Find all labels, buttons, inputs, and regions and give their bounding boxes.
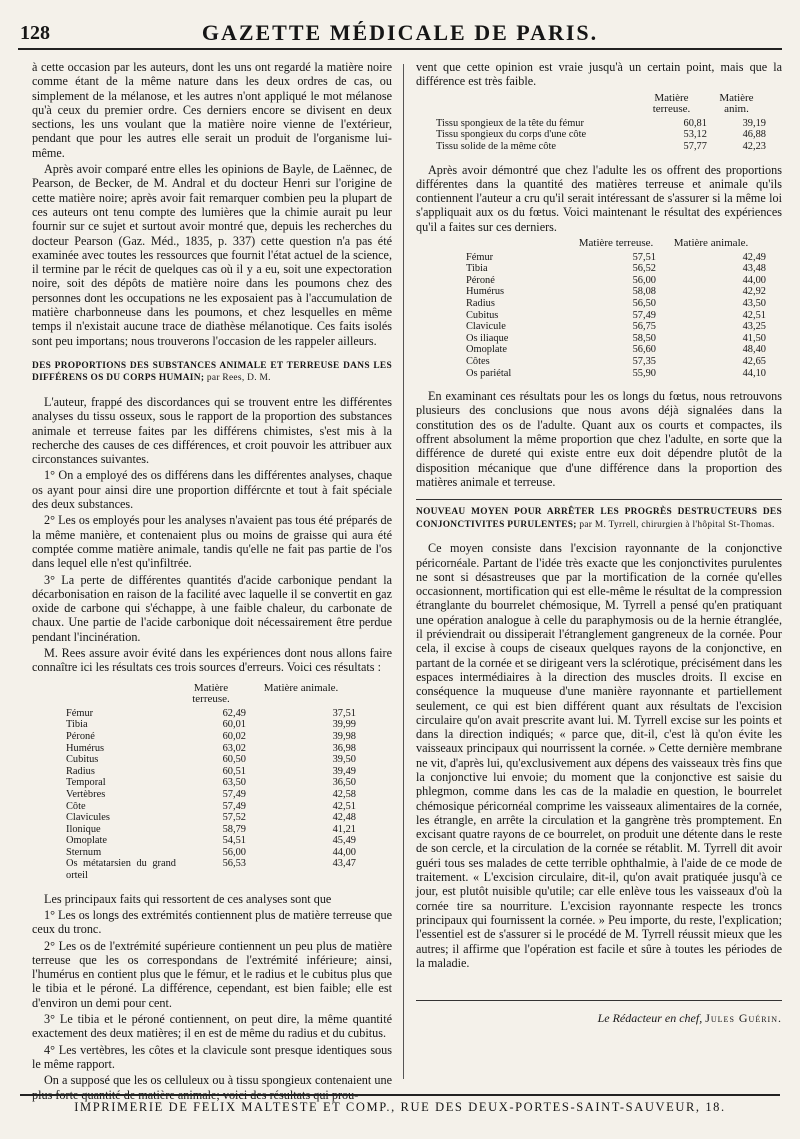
paragraph: 1° Les os longs des extrémités contiennent plus de matière terreuse que ceux du tronc. — [32, 907, 392, 937]
animal-matter-value: 42,23 — [742, 140, 766, 152]
animal-matter-value: 42,58 — [332, 788, 356, 800]
right-column — [416, 60, 782, 1090]
bone-name: Cubitus — [66, 754, 99, 766]
bone-name: Clavicules — [66, 812, 110, 824]
animal-matter-value: 43,47 — [332, 858, 356, 870]
table-row — [66, 777, 356, 789]
earthy-matter-value: 62,49 — [222, 707, 246, 719]
animal-matter-value: 36,50 — [332, 777, 356, 789]
bone-name: Fémur — [466, 251, 494, 263]
table-row — [466, 286, 766, 298]
column-header: Matière animale. — [673, 237, 749, 250]
paragraph: L'auteur, frappé des discordances qui se trouvent entre les différentes analyses du tissu osseux, sous le rapport de la proportion des substances animale et terreuse faites par les différens chimistes, s'est mis à la recherche des causes de ces différences, et croit pouvoir les attribuer aux circonstances suivantes. — [32, 394, 392, 467]
editor-signature — [416, 1000, 782, 1025]
table-row — [66, 824, 356, 836]
bone-name: Péroné — [66, 730, 95, 742]
heading-author: par Rees, D. M. — [206, 373, 271, 384]
earthy-matter-value: 57,52 — [222, 812, 246, 824]
bone-name: Ilonique — [66, 823, 101, 835]
paragraph: En examinant ces résultats pour les os longs du fœtus, nous retrouvons plusieurs des conclusions que nous avons déjà signalées dans la constitution des os de l'adulte. Quant aux os courts et compactes, ils offrent absolument la même proportion que chez l'adulte, en sorte que la différence de dureté qui existe entre eux doit dépendre plutôt de la disposition mécanique que d'une différence dans la proportion des matières animale et terreuse. — [416, 389, 782, 489]
signature-title: Le Rédacteur en chef, — [597, 1011, 703, 1026]
earthy-matter-value: 63,50 — [222, 777, 246, 789]
paragraph: 1° On a employé des os différens dans les différentes analyses, chaque os ayant pour ainsi dire une proportion différcnte et tout à fait spéciale des deux substances. — [32, 468, 392, 512]
bone-name: Humérus — [466, 286, 505, 298]
bone-name: Tibia — [66, 719, 88, 731]
animal-matter-value: 42,65 — [742, 355, 766, 367]
earthy-matter-value: 55,90 — [632, 367, 656, 379]
heading-title: NOUVEAU MOYEN POUR ARRÊTER LES PROGRÈS DESTRUCTEURS DES CONJONCTIVITES PURULENTES; — [416, 507, 782, 530]
table-row — [466, 344, 766, 356]
animal-matter-value: 42,92 — [742, 286, 766, 298]
table-row — [66, 789, 356, 801]
animal-matter-value: 43,50 — [742, 298, 766, 310]
paragraph: à cette occasion par les auteurs, dont les uns ont regardé la matière noire comme étant de la même nature dans les deux ordres de cas, ou simplement de la mélanose, et les autres n'ont appliqué le mot mélanose qu'à ceux du premier ordre. Ces derniers encore se divisent en deux sections, les uns voulant que la matière noire vienne de l'extérieur, pendant que pour les autres elle serait un produit de l'organisme lui-même. — [32, 60, 392, 160]
spongy-tissue-table — [436, 93, 766, 153]
animal-matter-value: 45,49 — [332, 835, 356, 847]
earthy-matter-value: 57,51 — [632, 251, 656, 263]
earthy-matter-value: 57,49 — [632, 309, 656, 321]
table-row — [466, 333, 766, 345]
column-header: Matière terreuse. — [192, 681, 230, 706]
page-header — [18, 14, 782, 50]
earthy-matter-value: 63,02 — [222, 742, 246, 754]
earthy-matter-value: 56,75 — [632, 321, 656, 333]
earthy-matter-value: 57,35 — [632, 355, 656, 367]
paragraph: vent que cette opinion est vraie jusqu'à un certain point, mais que la différence est très faible. — [416, 60, 782, 89]
bone-name: Sternum — [66, 846, 102, 858]
animal-matter-value: 39,98 — [332, 730, 356, 742]
bone-name: Tissu solide de la même côte — [436, 140, 556, 152]
animal-matter-value: 42,48 — [332, 812, 356, 824]
animal-matter-value: 43,25 — [742, 321, 766, 333]
column-header: Matière animale. — [263, 681, 339, 694]
earthy-matter-value: 57,77 — [683, 140, 707, 152]
animal-matter-value: 39,49 — [332, 765, 356, 777]
earthy-matter-value: 60,02 — [222, 730, 246, 742]
table-row — [66, 858, 356, 881]
earthy-matter-value: 56,53 — [222, 858, 246, 870]
table-row — [66, 731, 356, 743]
table-row — [466, 263, 766, 275]
paragraph: 3° La perte de différentes quantités d'acide carbonique pendant la décarbonisation en raison de la facilité avec laquelle il se convertit en gaz oxide de carbone qui s'échappe, à une faible chaleur, du carbonate de chaux. Une partie de l'acide carbonique doit nécessairement être perdue pendant l'incinération. — [32, 572, 392, 644]
animal-matter-value: 39,99 — [332, 719, 356, 731]
earthy-matter-value: 54,51 — [222, 835, 246, 847]
table-row — [66, 801, 356, 813]
paragraph: Après avoir comparé entre elles les opinions de Bayle, de Laënnec, de Pearson, de Becker, de M. Andral et du docteur Henri sur l'origine de cette matière noire; après avoir fait remarquer combien peu la plupart de ces auteurs ont tenu compte des lumières que la chimie aurait pu leur fournir sur ce sujet et surtout avoir montré que, depuis les recherches du docteur Pearson (Gaz. Méd., 1835, p. 337) cette question n'a pas été examinée avec toutes les ressources que fournit l'état actuel de la science, il termine par le récit de quelques cas où il y a eu, soit une expectoration noire, soit des dépôts de matière noire dans les poumons chez des personnes dont les occupations ne les exposaient pas à l'accumulation de matière charbonneuse dans les poumons, et chez lesquelles en même temps il n'existait aucune trace de diathèse mélanotique. Ces faits isolés sont peu importans; nous trouverons l'occasion de les rappeler ailleurs. — [32, 162, 392, 348]
column-header: Matière terreuse. — [578, 237, 654, 250]
left-column — [32, 60, 392, 1102]
table-row — [66, 847, 356, 859]
table-row — [66, 754, 356, 766]
paragraph: Les principaux faits qui ressortent de ces analyses sont que — [44, 891, 332, 906]
earthy-matter-value: 56,00 — [222, 846, 246, 858]
bone-name: Tibia — [466, 263, 488, 275]
heading-title: DES PROPORTIONS DES SUBSTANCES ANIMALE ET TERREUSE DANS LES DIFFÉRENS OS DU CORPS HUMAIN; — [32, 360, 392, 384]
bone-name: Os pariétal — [466, 367, 512, 379]
table-row — [66, 719, 356, 731]
paragraph: Après avoir démontré que chez l'adulte les os offrent des proportions différentes dans la quantité des matières terreuse et animale qu'ils contiennent l'auteur a cru qu'il serait intéressant de s'assurer si la même loi s'appliquait aux os du fœtus. Voici maintenant le résultat des expériences qu'il a faites sur ces derniers. — [416, 162, 782, 234]
article-heading-conjunctivitis — [416, 499, 782, 531]
animal-matter-value: 42,51 — [742, 309, 766, 321]
bone-name: Côtes — [466, 355, 490, 367]
table-row — [466, 368, 766, 380]
adult-bone-table — [66, 683, 356, 882]
bone-name: Vertèbres — [66, 788, 106, 800]
gazette-title: GAZETTE MÉDICALE DE PARIS. — [201, 20, 599, 45]
animal-matter-value: 41,21 — [332, 823, 356, 835]
earthy-matter-value: 57,49 — [222, 800, 246, 812]
table-row — [436, 141, 766, 153]
animal-matter-value: 36,98 — [332, 742, 356, 754]
animal-matter-value: 39,19 — [742, 117, 766, 129]
table-row — [66, 835, 356, 847]
bone-name: Os iliaque — [466, 332, 509, 344]
bone-name: Péroné — [466, 274, 495, 286]
paragraph: On a supposé que les os celluleux ou à tissu spongieux contenaient une plus forte quantité de matière animale; voici des résultats qui prou- — [32, 1073, 392, 1102]
animal-matter-value: 44,00 — [332, 846, 356, 858]
paragraph: 4° Les vertèbres, les côtes et la clavicule sont presque identiques sous le même rapport. — [32, 1042, 392, 1071]
earthy-matter-value: 57,49 — [222, 788, 246, 800]
column-divider — [403, 64, 404, 1079]
animal-matter-value: 41,50 — [742, 332, 766, 344]
animal-matter-value: 37,51 — [332, 707, 356, 719]
animal-matter-value: 44,10 — [742, 367, 766, 379]
bone-name: Omoplate — [466, 344, 507, 356]
bone-name: Clavicule — [466, 321, 506, 333]
table-row — [436, 118, 766, 130]
bone-name: Radius — [466, 298, 495, 310]
table-row — [466, 252, 766, 264]
signature-name: Jules Guérin. — [705, 1011, 782, 1026]
earthy-matter-value: 56,00 — [632, 274, 656, 286]
article-heading-bones — [32, 360, 392, 385]
printer-imprint: IMPRIMERIE DE FELIX MALTESTE ET COMP., RUE DES DEUX-PORTES-SAINT-SAUVEUR, 18. — [20, 1094, 780, 1124]
earthy-matter-value: 56,50 — [632, 298, 656, 310]
earthy-matter-value: 53,12 — [683, 129, 707, 141]
table-row — [66, 766, 356, 778]
earthy-matter-value: 58,79 — [222, 823, 246, 835]
bone-name: Temporal — [66, 777, 106, 789]
earthy-matter-value: 56,52 — [632, 263, 656, 275]
bone-name: Côte — [66, 800, 86, 812]
bone-name: Omoplate — [66, 835, 107, 847]
paragraph: 2° Les os employés pour les analyses n'avaient pas tous été préparés de la même manière, et contenaient plus ou moins de graisse qui aura été comptée comme matière animale, tandis qu'elle ne fait pas partie de l'os dans lequel elle n'est qu'infiltrée. — [32, 513, 392, 571]
table-row — [466, 321, 766, 333]
table-row — [66, 812, 356, 824]
table-row — [66, 743, 356, 755]
paragraph: M. Rees assure avoir évité dans les expériences dont nous allons faire connaître ici les résultats ces trois sources d'erreurs. Voici ces résultats : — [32, 645, 392, 675]
animal-matter-value: 48,40 — [742, 344, 766, 356]
table-row — [436, 129, 766, 141]
paragraph: Ce moyen consiste dans l'excision rayonnante de la conjonctive péricornéale. Partant de l'idée très exacte que les conjonctivites purulentes ne sont si désastreuses que par la mortification de la cornée qu'elles occasionnent, mortification qui est elle-même le résultat de la compression étranglante du bourrelet chémosique, M. Tyrrell a pensé qu'en pratiquant une opération analogue à celle du paraphymosis ou de la hernie étranglée, il préviendrait ou dissiperait l'étranglement gangreneux de la cornée. Pour cela, il excise à coups de ciseaux quelques rayons de la conjonctive, en partant de la cornée et se dirigeant vers la sclérotique, précisément dans les espaces intermédiaires à la direction des muscles droits. Il excise en conséquence la muqueuse d'une manière rayonnante et partiellement seulement, ce qui est bien différent quant aux résultats de l'excision circulaire qu'on avait prescrite avant lui. M. Tyrrell excise sur les points et dans la direction indiqués; « parce que, dit-il, c'est là qu'on évite les vaisseaux principaux qui nourrissent la cornée. » Cette dernière membrane ne vit, d'après lui, qu'exclusivement aux dépens des vaisseaux très fins que la conjonctive lui envoie; du moment que la conjonctive est saisie du phlegmon, comme dans les cas de la maladie en question, le bourrelet chémosique péricornéal comprime les vaisseaux alimentaires de la cornée, les étrangle, en arrête la circulation et la gangrène très promptement. En excisant quatre rayons de ce bourrelet, on produit une détente dans le reste de son cercle, et la circulation de la cornée se rétablit. M. Tyrrell dit avoir guéri tous ses malades de cette terrible ophthalmie, à l'aide de ce mode de traitement. « L'excision circulaire, dit-il, qu'on avait pratiquée jusqu'à ce jour, est plutôt nuisible qu'utile; car elle enlève tous les vaisseaux d'où la cornée tire sa nourriture. L'excision rayonnante respecte les troncs principaux qui fournissent la cornée. » Peu importe, du reste, l'explication; l'essentiel est de s'assurer si le procédé de M. Tyrrell réussit mieux que les autres; il affirme que l'opération est facile et sûre à toutes les périodes de la maladie. — [416, 541, 782, 970]
bone-name: Fémur — [66, 707, 94, 719]
animal-matter-value: 43,48 — [742, 263, 766, 275]
earthy-matter-value: 56,60 — [632, 344, 656, 356]
column-header: Matière terreuse. — [652, 91, 691, 116]
animal-matter-value: 44,00 — [742, 274, 766, 286]
earthy-matter-value: 60,01 — [222, 719, 246, 731]
table-row — [466, 356, 766, 368]
page-number: 128 — [20, 22, 50, 44]
earthy-matter-value: 60,51 — [222, 765, 246, 777]
heading-author: par M. Tyrrell, chirurgien à l'hôpital St-Thomas. — [579, 519, 775, 530]
earthy-matter-value: 58,08 — [632, 286, 656, 298]
bone-name: Os métatarsien du grand orteil — [66, 858, 176, 882]
bone-name: Humérus — [66, 742, 105, 754]
bone-name: Cubitus — [466, 309, 499, 321]
table-row — [466, 275, 766, 287]
fetus-bone-table — [466, 238, 766, 379]
earthy-matter-value: 58,50 — [632, 332, 656, 344]
animal-matter-value: 39,50 — [332, 754, 356, 766]
table-row — [466, 298, 766, 310]
paragraph: 2° Les os de l'extrémité supérieure contiennent un peu plus de matière terreuse que les os correspondans de l'extrémité inférieure; ainsi, l'humérus en contient plus que le fémur, et le radius et le cubitus plus que le tibia et le péroné. La différence, cependant, est bien faible; elle est d'environ un demi pour cent. — [32, 938, 392, 1010]
bone-name: Radius — [66, 765, 95, 777]
earthy-matter-value: 60,81 — [683, 117, 707, 129]
table-row — [466, 310, 766, 322]
bone-name: Tissu spongieux du corps d'une côte — [436, 129, 587, 141]
animal-matter-value: 42,49 — [742, 251, 766, 263]
table-row — [66, 708, 356, 720]
animal-matter-value: 46,88 — [742, 129, 766, 141]
animal-matter-value: 42,51 — [332, 800, 356, 812]
bone-name: Tissu spongieux de la tête du fémur — [436, 117, 584, 129]
earthy-matter-value: 60,50 — [222, 754, 246, 766]
paragraph: 3° Le tibia et le péroné contiennent, on peut dire, la même quantité exactement des deux matières; il en est de même du radius et du cubitus. — [32, 1012, 392, 1041]
column-header: Matière anim. — [719, 91, 754, 116]
